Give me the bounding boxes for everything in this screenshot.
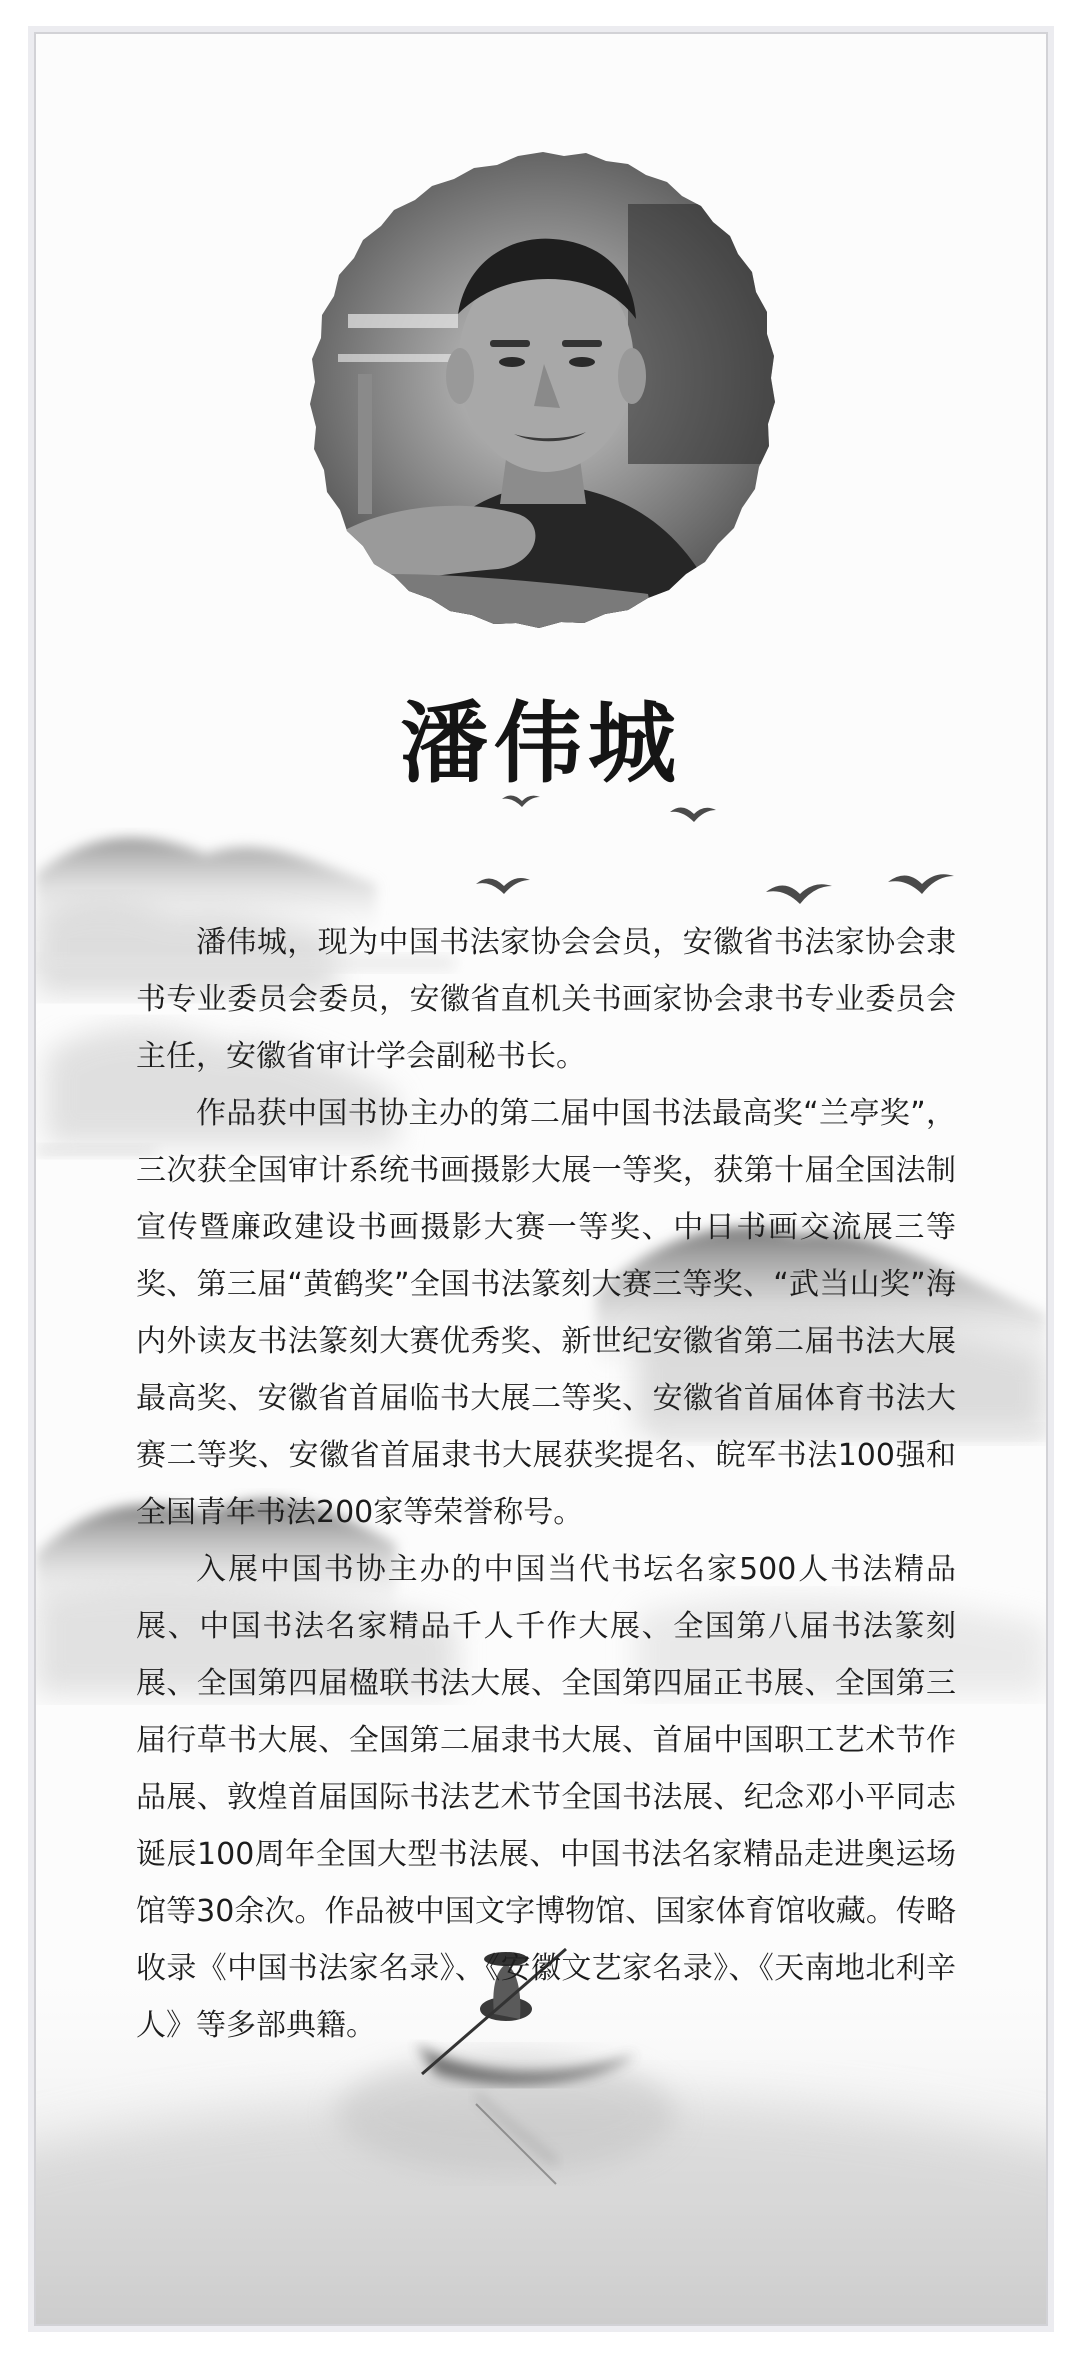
poster-frame bbox=[34, 32, 1048, 2326]
bio-paragraph-1: 潘伟城，现为中国书法家协会会员，安徽省书法家协会隶书专业委员会委员，安徽省直机关书画家协会隶书专业委员会主任，安徽省审计学会副秘书长。 bbox=[136, 925, 956, 1074]
page-title: 潘伟城 bbox=[399, 691, 682, 795]
bio-paragraph-2: 作品获中国书协主办的第二届中国书法最高奖“兰亭奖”，三次获全国审计系统书画摄影大展一等奖，获第十届全国法制宣传暨廉政建设书画摄影大赛一等奖、中日书画交流展三等奖、第三届“黄鹤奖”全国书法篆刻大赛三等奖、“武当山奖”海内外读友书法篆刻大赛优秀奖、新世纪安徽省第二届书法大展最高奖、安徽省首届临书大展二等奖、安徽省首届体育书法大赛二等奖、安徽省首届隶书大展获奖提名、皖军书法100强和全国青年书法200家等荣誉称号。 bbox=[136, 1096, 956, 1530]
bio-paragraph-3: 入展中国书协主办的中国当代书坛名家500人书法精品展、中国书法名家精品千人千作大展、全国第八届书法篆刻展、全国第四届楹联书法大展、全国第四届正书展、全国第三届行草书大展、全国第二届隶书大展、首届中国职工艺术节作品展、敦煌首届国际书法艺术节全国书法展、纪念邓小平同志诞辰100周年全国大型书法展、中国书法名家精品走进奥运场馆等30余次。作品被中国文字博物馆、国家体育馆收藏。传略收录《中国书法家名录》、《安徽文艺家名录》、《天南地北利辛人》等多部典籍。 bbox=[136, 1552, 956, 2043]
biography-text bbox=[136, 914, 956, 2054]
portrait-photo bbox=[268, 144, 818, 664]
bird-icon bbox=[476, 795, 954, 904]
